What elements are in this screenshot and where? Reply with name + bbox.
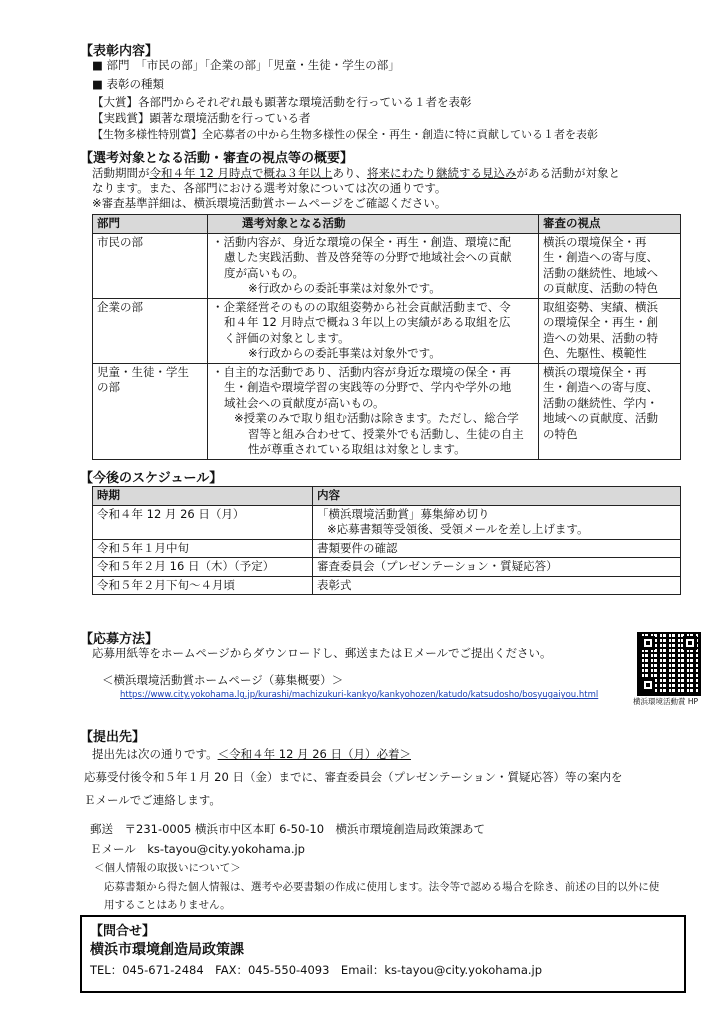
activity-cell: ・活動内容が、身近な環境の保全・再生・創造、環境に配 慮した実践活動、普及啓発等の分野で地域社会への貢献 度が高いもの。 ※行政からの委託事業は対象外です。 bbox=[208, 233, 539, 298]
header-activity: 選考対象となる活動 bbox=[208, 215, 539, 234]
submit-post: 郵送 〒231-0005 横浜市中区本町 6-50-10 横浜市環境創造局政策課あて bbox=[90, 822, 486, 836]
apply-heading: 【応募方法】 bbox=[80, 632, 159, 647]
view-cell: 横浜の環境保全・再 生・創造への寄与度、 活動の継続性、学内・ 地域への貢献度、活動 の特色 bbox=[539, 363, 681, 459]
submit-line3: Ｅメールでご連絡します。 bbox=[84, 793, 221, 807]
contact-tel: TEL：045-671-2484 FAX：045-550-4093 Email：ks-tayou@city.yokohama.jp bbox=[90, 963, 543, 977]
award-type-grand: 【大賞】各部門からそれぞれ最も顕著な環境活動を行っている１者を表彰 bbox=[92, 95, 472, 109]
contact-heading: 【問合せ】 bbox=[90, 924, 156, 939]
dept-cell: 企業の部 bbox=[93, 298, 208, 363]
header-period: 時期 bbox=[93, 487, 313, 506]
table-row bbox=[93, 558, 681, 577]
date-cell: 令和５年１月中旬 bbox=[93, 539, 313, 558]
criteria-table-header bbox=[93, 215, 681, 234]
schedule-heading: 【今後のスケジュール】 bbox=[80, 471, 223, 486]
apply-hp-title: ＜横浜環境活動賞ホームページ（募集概要）＞ bbox=[102, 673, 344, 687]
submit-email: Ｅメール ks-tayou@city.yokohama.jp bbox=[90, 842, 305, 856]
dept-cell: 児童・生徒・学生 の部 bbox=[93, 363, 208, 459]
table-row bbox=[93, 298, 681, 363]
contact-box bbox=[80, 915, 686, 993]
date-cell: 令和５年２月下旬～４月頃 bbox=[93, 576, 313, 595]
date-cell: 令和４年 12 月 26 日（月） bbox=[93, 505, 313, 539]
award-categories: ■ 部門 「市民の部」「企業の部」「児童・生徒・学生の部」 bbox=[92, 58, 400, 72]
content-cell: 書類要件の確認 bbox=[313, 539, 681, 558]
header-view: 審査の視点 bbox=[539, 215, 681, 234]
privacy-title: ＜個人情報の取扱いについて＞ bbox=[94, 862, 241, 874]
table-row bbox=[93, 539, 681, 558]
content-cell: 表彰式 bbox=[313, 576, 681, 595]
date-cell: 令和５年２月 16 日（木）（予定） bbox=[93, 558, 313, 577]
award-types-label: ■ 表彰の種類 bbox=[92, 77, 165, 91]
activity-cell: ・企業経営そのものの取組姿勢から社会貢献活動まで、令 和４年 12 月時点で概ね３年以上の実績がある取組を広 く評価の対象とします。 ※行政からの委託事業は対象外です。 bbox=[208, 298, 539, 363]
criteria-intro-line3: ※審査基準詳細は、横浜環境活動賞ホームページをご確認ください。 bbox=[92, 196, 447, 210]
award-type-practice: 【実践賞】顕著な環境活動を行っている者 bbox=[92, 111, 311, 125]
award-heading: 【表彰内容】 bbox=[80, 44, 159, 59]
apply-url-link[interactable]: https://www.city.yokohama.lg.jp/kurashi/machizukuri-kankyo/kankyohozen/katudo/katsudosho/bosyugaiyou.html bbox=[120, 690, 599, 700]
qr-caption: 横浜環境活動賞 HP bbox=[633, 697, 699, 706]
content-cell: 審査委員会（プレゼンテーション・質疑応答） bbox=[313, 558, 681, 577]
award-type-biodiversity: 【生物多様性特別賞】全応募者の中から生物多様性の保全・再生・創造に特に貢献している１者を表彰 bbox=[92, 128, 598, 141]
criteria-intro-line2: なります。また、各部門における選考対象については次の通りです。 bbox=[92, 181, 447, 195]
table-row bbox=[93, 233, 681, 298]
header-dept: 部門 bbox=[93, 215, 208, 234]
apply-text: 応募用紙等をホームページからダウンロードし、郵送またはＥメールでご提出ください。 bbox=[92, 646, 552, 660]
table-row bbox=[93, 576, 681, 595]
privacy-text1: 応募書類から得た個人情報は、選考や必要書類の作成に使用します。法令等で認める場合を除き、前述の目的以外に使 bbox=[104, 881, 660, 893]
schedule-table bbox=[92, 486, 681, 595]
criteria-heading: 【選考対象となる活動・審査の視点等の概要】 bbox=[80, 151, 354, 166]
criteria-table bbox=[92, 214, 681, 460]
submit-line1: 提出先は次の通りです。＜令和４年 12 月 26 日（月）必着＞ bbox=[92, 747, 411, 761]
activity-cell: ・自主的な活動であり、活動内容が身近な環境の保全・再 生・創造や環境学習の実践等の分野で、学内や学外の地 域社会への貢献度が高いもの。 ※授業のみで取り組む活動は除きます。ただし、総合学 習等と組み合わせて、授業外でも活動し、生徒の自主 性が尊重されている取組は対象とします。 bbox=[208, 363, 539, 459]
view-cell: 取組姿勢、実績、横浜 の環境保全・再生・創 造への効果、活動の特 色、先駆性、模範性 bbox=[539, 298, 681, 363]
content-cell: 「横浜環境活動賞」募集締め切り ※応募書類等受領後、受領メールを差し上げます。 bbox=[313, 505, 681, 539]
privacy-text2: 用することはありません。 bbox=[104, 899, 231, 911]
qr-code-icon[interactable] bbox=[637, 632, 701, 696]
criteria-intro-line1: 活動期間が令和４年 12 月時点で概ね３年以上あり、将来にわたり継続する見込みがある活動が対象と bbox=[92, 166, 620, 180]
dept-cell: 市民の部 bbox=[93, 233, 208, 298]
submit-line2: 応募受付後令和５年１月 20 日（金）までに、審査委員会（プレゼンテーション・質疑応答）等の案内を bbox=[84, 770, 623, 784]
view-cell: 横浜の環境保全・再 生・創造への寄与度、 活動の継続性、地域へ の貢献度、活動の特色 bbox=[539, 233, 681, 298]
table-row bbox=[93, 505, 681, 539]
header-content: 内容 bbox=[313, 487, 681, 506]
contact-org: 横浜市環境創造局政策課 bbox=[90, 942, 244, 958]
table-row bbox=[93, 363, 681, 459]
submit-heading: 【提出先】 bbox=[80, 730, 146, 745]
schedule-table-header bbox=[93, 487, 681, 506]
